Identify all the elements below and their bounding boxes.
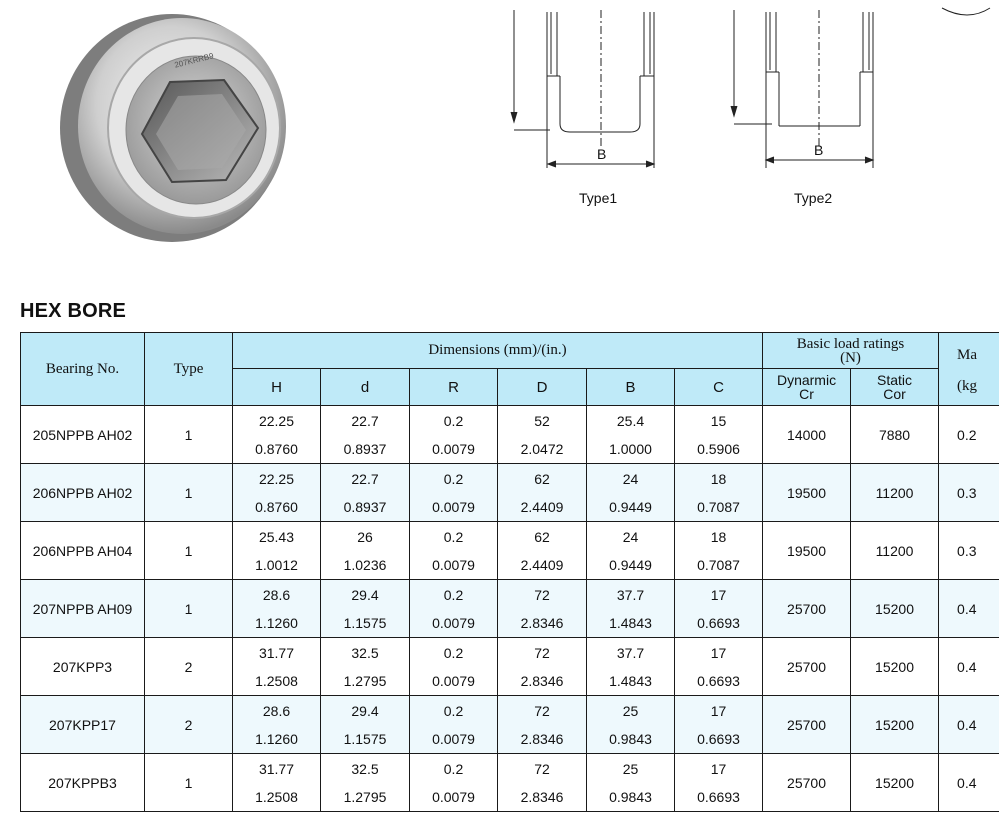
cell-h: 25.43 1.0012	[233, 522, 321, 580]
cell-dynamic-cr: 19500	[763, 522, 851, 580]
cell-type: 1	[145, 464, 233, 522]
cell-static-cor: 15200	[851, 638, 939, 696]
cell-dynamic-cr: 25700	[763, 754, 851, 812]
cell-mass: 0.4	[939, 754, 999, 812]
cell-d-large: 72 2.8346	[498, 696, 587, 754]
cell-r: 0.2 0.0079	[410, 696, 498, 754]
header-mass-line1: Ma	[957, 347, 978, 363]
cell-mass: 0.2	[939, 406, 999, 464]
table-row	[21, 754, 999, 812]
bearing-photo	[54, 10, 290, 246]
header-type: Type	[145, 333, 233, 406]
cell-d-large: 52 2.0472	[498, 406, 587, 464]
header-static-line2: Cor	[883, 386, 906, 402]
cell-b: 25.4 1.0000	[587, 406, 675, 464]
cell-mass: 0.4	[939, 638, 999, 696]
cell-d-small: 32.5 1.2795	[321, 638, 410, 696]
cell-c: 18 0.7087	[675, 464, 763, 522]
header-dimensions: Dimensions (mm)/(in.)	[233, 333, 763, 369]
cell-b: 24 0.9449	[587, 522, 675, 580]
header-c: C	[675, 369, 763, 406]
cell-d-small: 22.7 0.8937	[321, 406, 410, 464]
header-mass	[939, 333, 999, 406]
cell-d-small: 29.4 1.1575	[321, 580, 410, 638]
header-d-large: D	[498, 369, 587, 406]
cell-bearing-no: 206NPPB AH02	[21, 464, 145, 522]
table-row	[21, 638, 999, 696]
cell-r: 0.2 0.0079	[410, 638, 498, 696]
cell-dynamic-cr: 25700	[763, 580, 851, 638]
header-d-small: d	[321, 369, 410, 406]
spec-table-container	[20, 332, 999, 818]
cell-mass: 0.3	[939, 522, 999, 580]
cell-static-cor: 15200	[851, 580, 939, 638]
cell-h: 28.6 1.1260	[233, 580, 321, 638]
technical-drawing	[490, 0, 999, 220]
header-dynamic-line1: Dynarmic	[776, 372, 837, 388]
cell-dynamic-cr: 19500	[763, 464, 851, 522]
cell-static-cor: 11200	[851, 464, 939, 522]
cell-mass: 0.4	[939, 580, 999, 638]
cell-type: 1	[145, 522, 233, 580]
cell-c: 18 0.7087	[675, 522, 763, 580]
cell-mass: 0.4	[939, 696, 999, 754]
dimension-label-type2: B	[814, 142, 824, 158]
cell-static-cor: 11200	[851, 522, 939, 580]
cell-bearing-no: 207NPPB AH09	[21, 580, 145, 638]
header-static-cor	[851, 369, 939, 406]
cell-d-small: 22.7 0.8937	[321, 464, 410, 522]
cell-b: 37.7 1.4843	[587, 638, 675, 696]
cell-type: 1	[145, 580, 233, 638]
cell-h: 22.25 0.8760	[233, 464, 321, 522]
header-r: R	[410, 369, 498, 406]
dimension-label-type1: B	[597, 146, 607, 162]
cell-c: 17 0.6693	[675, 696, 763, 754]
cell-r: 0.2 0.0079	[410, 406, 498, 464]
spec-table	[20, 332, 999, 812]
cell-type: 1	[145, 406, 233, 464]
cell-d-large: 62 2.4409	[498, 464, 587, 522]
cell-b: 24 0.9449	[587, 464, 675, 522]
header-bearing-no: Bearing No.	[21, 333, 145, 406]
cell-d-small: 32.5 1.2795	[321, 754, 410, 812]
cell-static-cor: 15200	[851, 754, 939, 812]
cell-c: 15 0.5906	[675, 406, 763, 464]
cell-d-small: 26 1.0236	[321, 522, 410, 580]
cell-bearing-no: 205NPPB AH02	[21, 406, 145, 464]
table-row	[21, 580, 999, 638]
table-row	[21, 464, 999, 522]
cell-bearing-no: 207KPP17	[21, 696, 145, 754]
bearing-marking: 207KRRB9	[173, 51, 215, 70]
type1-caption: Type1	[579, 190, 618, 206]
cell-type: 1	[145, 754, 233, 812]
cell-dynamic-cr: 14000	[763, 406, 851, 464]
table-row	[21, 406, 999, 464]
cell-static-cor: 15200	[851, 696, 939, 754]
cell-h: 22.25 0.8760	[233, 406, 321, 464]
cell-d-large: 62 2.4409	[498, 522, 587, 580]
cell-r: 0.2 0.0079	[410, 464, 498, 522]
cell-h: 31.77 1.2508	[233, 754, 321, 812]
header-static-line1: Static	[877, 372, 913, 388]
spec-table-body	[21, 406, 999, 812]
cell-type: 2	[145, 696, 233, 754]
cell-r: 0.2 0.0079	[410, 754, 498, 812]
header-load-ratings-line1: Basic load ratings	[796, 335, 905, 352]
cell-d-large: 72 2.8346	[498, 580, 587, 638]
header-dynamic-cr	[763, 369, 851, 406]
table-row	[21, 696, 999, 754]
cell-b: 25 0.9843	[587, 696, 675, 754]
cell-static-cor: 7880	[851, 406, 939, 464]
header-load-ratings-line2: (N)	[840, 349, 861, 366]
cell-c: 17 0.6693	[675, 580, 763, 638]
cell-b: 25 0.9843	[587, 754, 675, 812]
header-load-ratings	[763, 333, 939, 369]
cell-b: 37.7 1.4843	[587, 580, 675, 638]
cell-d-large: 72 2.8346	[498, 638, 587, 696]
type2-caption: Type2	[794, 190, 833, 206]
cell-d-large: 72 2.8346	[498, 754, 587, 812]
cell-d-small: 29.4 1.1575	[321, 696, 410, 754]
header-mass-unit: (kg	[957, 378, 978, 394]
cell-dynamic-cr: 25700	[763, 638, 851, 696]
header-dynamic-line2: Cr	[799, 386, 814, 402]
cell-dynamic-cr: 25700	[763, 696, 851, 754]
header-b: B	[587, 369, 675, 406]
cell-r: 0.2 0.0079	[410, 580, 498, 638]
cell-type: 2	[145, 638, 233, 696]
section-title: HEX BORE	[20, 300, 127, 322]
cell-c: 17 0.6693	[675, 754, 763, 812]
cell-bearing-no: 206NPPB AH04	[21, 522, 145, 580]
cell-h: 31.77 1.2508	[233, 638, 321, 696]
cell-r: 0.2 0.0079	[410, 522, 498, 580]
cell-h: 28.6 1.1260	[233, 696, 321, 754]
cell-c: 17 0.6693	[675, 638, 763, 696]
cell-bearing-no: 207KPPB3	[21, 754, 145, 812]
table-row	[21, 522, 999, 580]
cell-bearing-no: 207KPP3	[21, 638, 145, 696]
header-h: H	[233, 369, 321, 406]
cell-mass: 0.3	[939, 464, 999, 522]
